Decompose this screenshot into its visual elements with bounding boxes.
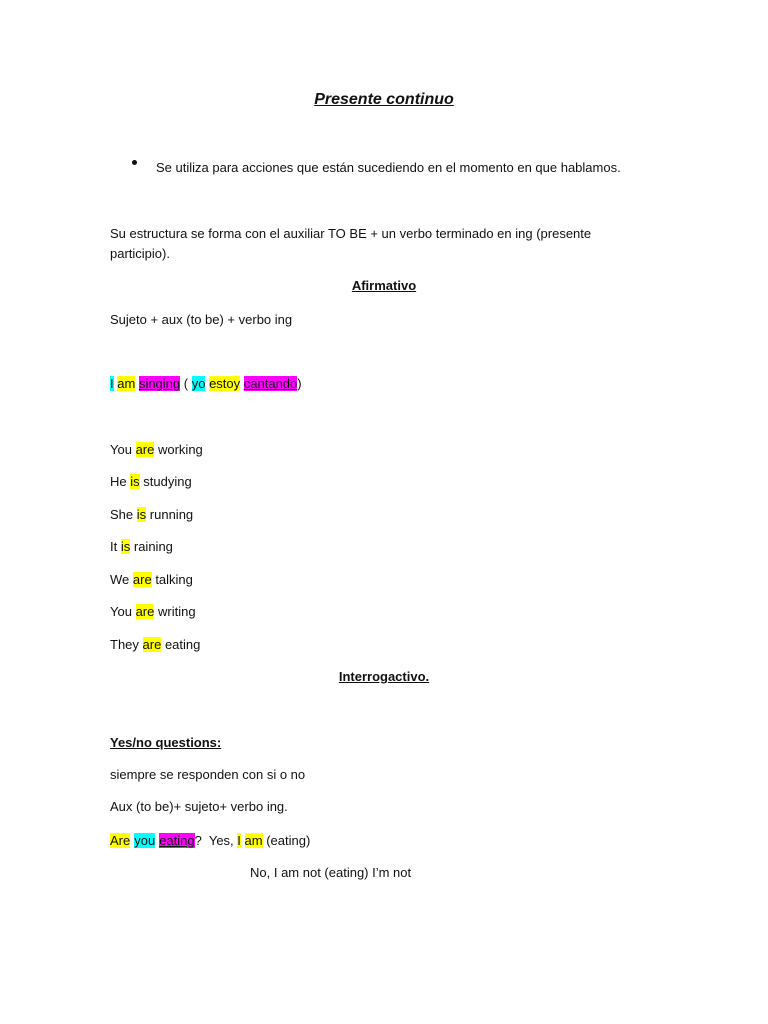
sentence-row: [110, 603, 196, 620]
sentence-verb: eating: [164, 637, 201, 652]
answer-rest: (eating): [262, 833, 311, 848]
afirmativo-heading: Afirmativo: [351, 278, 417, 293]
interrogativo-formula: Aux (to be)+ sujeto+ verbo ing.: [110, 799, 288, 814]
yesno-heading: Yes/no questions:: [110, 735, 222, 750]
sentence-verb: talking: [155, 572, 193, 587]
question-example: [110, 832, 310, 849]
question-aux: Are: [110, 833, 131, 848]
sentence-subject: You: [110, 604, 132, 619]
afirmativo-formula: Sujeto + aux (to be) + verbo ing: [110, 312, 293, 327]
example-subject: I: [110, 376, 114, 391]
structure-line-2: participio).: [110, 246, 170, 261]
bullet-icon: [132, 160, 137, 165]
page-title: Presente continuo: [314, 91, 454, 108]
yesno-note: siempre se responden con si o no: [110, 767, 306, 782]
sentence-subject: You: [110, 442, 132, 457]
sentence-row: [110, 538, 173, 555]
sentence-aux: are: [142, 637, 162, 652]
sentence-aux: are: [132, 572, 152, 587]
question-verb: eating: [159, 833, 195, 848]
sentence-row: [110, 636, 200, 653]
afirmativo-example: [110, 375, 302, 392]
answer-aux: am: [244, 833, 263, 848]
sentence-row: [110, 506, 193, 523]
sentence-row: [110, 441, 203, 458]
example-es-verb: cantando: [243, 376, 298, 391]
sentence-verb: studying: [143, 474, 192, 489]
sentence-verb: working: [157, 442, 203, 457]
example-es-aux: estoy: [209, 376, 241, 391]
sentence-verb: running: [149, 507, 194, 522]
question-qmark: ? Yes,: [194, 833, 238, 848]
example-es-subject: yo: [191, 376, 206, 391]
sentence-aux: is: [120, 539, 131, 554]
sentence-verb: writing: [157, 604, 196, 619]
sentence-row: [110, 473, 192, 490]
sentence-subject: He: [110, 474, 127, 489]
sentence-subject: They: [110, 637, 139, 652]
example-open: (: [180, 376, 192, 391]
question-subject: you: [134, 833, 156, 848]
negative-answer: No, I am not (eating) I’m not: [250, 865, 412, 880]
example-aux: am: [117, 376, 136, 391]
sentence-aux: is: [130, 474, 140, 489]
sentence-aux: are: [135, 604, 155, 619]
sentence-row: [110, 571, 193, 588]
example-verb: singing: [138, 376, 181, 391]
sentence-subject: We: [110, 572, 130, 587]
answer-subject: I: [237, 833, 241, 848]
structure-line-1: Su estructura se forma con el auxiliar TO BE + un verbo terminado en ing (presente: [110, 226, 592, 241]
sentence-aux: is: [136, 507, 147, 522]
sentence-verb: raining: [133, 539, 173, 554]
bullet-text: Se utiliza para acciones que están sucediendo en el momento en que hablamos.: [156, 160, 621, 175]
sentence-subject: It: [110, 539, 118, 554]
sentence-aux: are: [135, 442, 155, 457]
example-close: ): [297, 376, 302, 391]
sentence-subject: She: [110, 507, 134, 522]
interrogativo-heading: Interrogactivo.: [338, 669, 430, 684]
